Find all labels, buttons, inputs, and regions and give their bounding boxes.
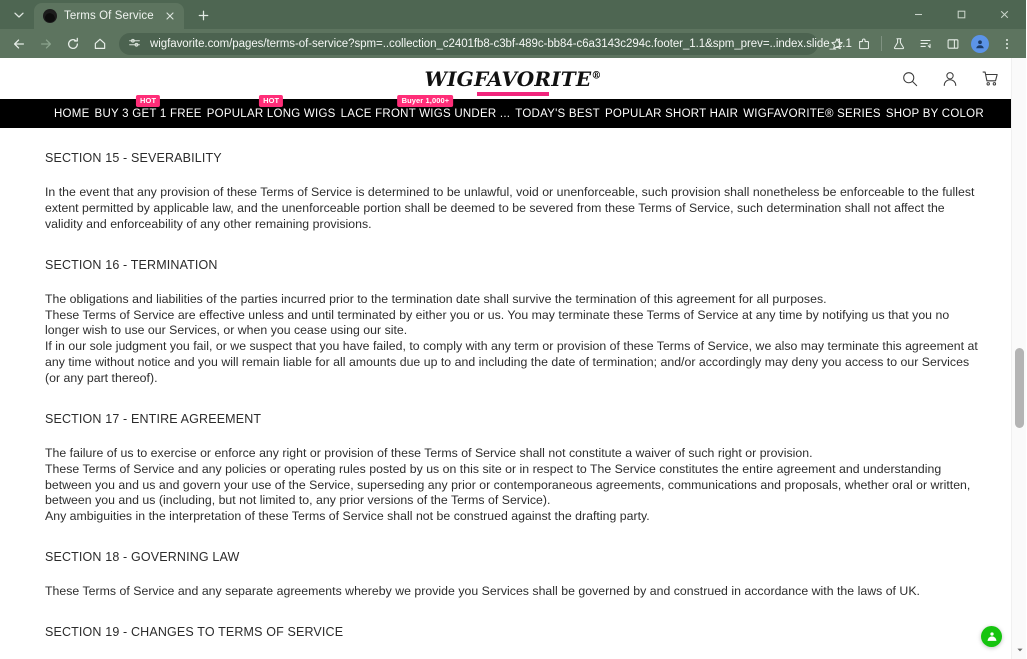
extensions-icon[interactable] (851, 32, 877, 56)
nav-item-buy-3-get-1-free[interactable] (93, 96, 204, 120)
profile-avatar[interactable] (971, 35, 989, 53)
registered-mark: ® (591, 69, 602, 81)
window-controls (897, 0, 1026, 29)
page-viewport (0, 58, 1026, 659)
side-panel-icon[interactable] (940, 32, 966, 56)
home-icon[interactable] (87, 32, 113, 56)
paragraph: In the event that any provision of these Terms of Service is determined to be unlawful, void or unenforceable, such provision shall nonetheless be enforceable to the fullest extent permitted by applicable law, and the unenforceable portion shall be deemed to be severed from these Terms of Service, such determination shall not affect the validity and enforceability of any other remaining provisions. (45, 185, 975, 231)
forward-icon[interactable] (33, 32, 59, 56)
nav-item-wigfavorite-series[interactable] (741, 108, 883, 120)
paragraph: These Terms of Service and any separate agreements whereby we provide you Services shall be governed by and construed in accordance with the laws of UK. (45, 584, 920, 599)
nav-label: POPULAR LONG WIGS (206, 107, 336, 120)
bookmark-star-icon[interactable] (824, 32, 850, 56)
site-settings-icon[interactable] (128, 37, 142, 50)
page-scrollbar[interactable] (1011, 58, 1026, 659)
paragraph: Any ambiguities in the interpretation of these Terms of Service shall not be construed against the drafting party. (45, 509, 650, 524)
site-logo[interactable] (0, 67, 1026, 91)
brand-accent-underline (477, 92, 549, 96)
close-window-button[interactable] (983, 0, 1026, 29)
nav-label: HOME (54, 107, 90, 120)
scroll-down-icon[interactable] (1012, 643, 1027, 657)
section-body (45, 446, 981, 525)
nav-item-shop-by-color[interactable] (884, 108, 986, 120)
maximize-button[interactable] (940, 0, 983, 29)
nav-label: TODAY'S BEST (515, 107, 600, 120)
section-heading: SECTION 17 - ENTIRE AGREEMENT (45, 411, 262, 426)
toolbar-divider (881, 36, 882, 51)
tab-search-button[interactable] (6, 4, 32, 26)
nav-badge: Buyer 1,000+ (398, 95, 454, 108)
nav-label: SHOP BY COLOR (885, 107, 984, 120)
section-body (45, 584, 981, 600)
paragraph: The failure of us to exercise or enforce any right or provision of these Terms of Service shall not constitute a waiver of such right or provision. (45, 445, 813, 460)
nav-label: WIGFAVORITE® SERIES (743, 107, 881, 120)
close-icon[interactable] (162, 8, 178, 24)
nav-label: LACE FRONT WIGS UNDER ... (340, 107, 511, 120)
nav-badge: HOT (259, 95, 283, 108)
nav-item-popular-short-hair[interactable] (603, 108, 740, 120)
paragraph: These Terms of Service are effective unless and until terminated by either you or us. You may terminate these Terms of Service at any time by notifying us that you no longer wish to use our Services, or when you cease using our site. (45, 307, 950, 338)
section-heading: SECTION 18 - GOVERNING LAW (45, 549, 240, 564)
browser-menu-icon[interactable] (994, 32, 1020, 56)
nav-badge: HOT (136, 95, 160, 108)
tab-title: Terms Of Service (64, 10, 154, 22)
paragraph: These Terms of Service and any policies or operating rules posted by us on this site or in respect to The Service constitutes the entire agreement and understanding between you and us and govern your use of the Service, superseding any prior or contemporaneous agreements, communications and proposals, whether oral or written, between you and us (including, but not limited to, any prior versions of the Terms of Service). (45, 461, 971, 508)
nav-item-home[interactable] (52, 108, 92, 120)
section-heading: SECTION 19 - CHANGES TO TERMS OF SERVICE (45, 624, 344, 639)
section-heading: SECTION 16 - TERMINATION (45, 257, 218, 272)
tab-strip (0, 0, 1026, 29)
paragraph: The obligations and liabilities of the parties incurred prior to the termination date shall survive the termination of this agreement for all purposes. (45, 291, 827, 306)
section-body (45, 292, 981, 387)
nav-item-lace-front-wigs-under[interactable] (339, 96, 513, 120)
site-navbar (0, 96, 1026, 128)
toolbar-actions (824, 32, 1020, 56)
terms-of-service-content (0, 128, 1026, 659)
nav-item-todays-best[interactable] (513, 108, 602, 120)
reading-list-icon[interactable] (913, 32, 939, 56)
nav-label: BUY 3 GET 1 FREE (94, 107, 202, 120)
section-heading: SECTION 15 - SEVERABILITY (45, 151, 222, 165)
browser-tab[interactable] (34, 3, 184, 29)
nav-label: POPULAR SHORT HAIR (604, 107, 739, 120)
new-tab-button[interactable] (190, 2, 216, 28)
section-body (45, 185, 981, 232)
account-icon[interactable] (941, 70, 959, 88)
url-text: wigfavorite.com/pages/terms-of-service?spm=..collection_c2401fb8-c3bf-489c-bb84-c6a3143c294c.footer_1.1&spm_prev=..index.slide_1.1 (150, 37, 852, 50)
header-icon-group (901, 69, 1000, 88)
paragraph: If in our sole judgment you fail, or we suspect that you have failed, to comply with any term or provision of these Terms of Service, we also may terminate this agreement at any time without notice and you will remain liable for all amounts due up to and including the date of termination; and/or accordingly may deny you access to our Services (or any part thereof). (45, 339, 978, 385)
reload-icon[interactable] (60, 32, 86, 56)
site-logo-text: WIGFAVORITE (424, 66, 592, 91)
browser-toolbar (0, 29, 1026, 58)
minimize-button[interactable] (897, 0, 940, 29)
nav-item-popular-long-wigs[interactable] (205, 96, 338, 120)
cart-icon[interactable] (981, 69, 1000, 88)
back-icon[interactable] (6, 32, 32, 56)
scrollbar-thumb[interactable] (1015, 348, 1024, 428)
labs-flask-icon[interactable] (886, 32, 912, 56)
address-bar[interactable] (119, 33, 852, 55)
site-favicon (43, 9, 57, 23)
search-icon[interactable] (901, 70, 919, 88)
